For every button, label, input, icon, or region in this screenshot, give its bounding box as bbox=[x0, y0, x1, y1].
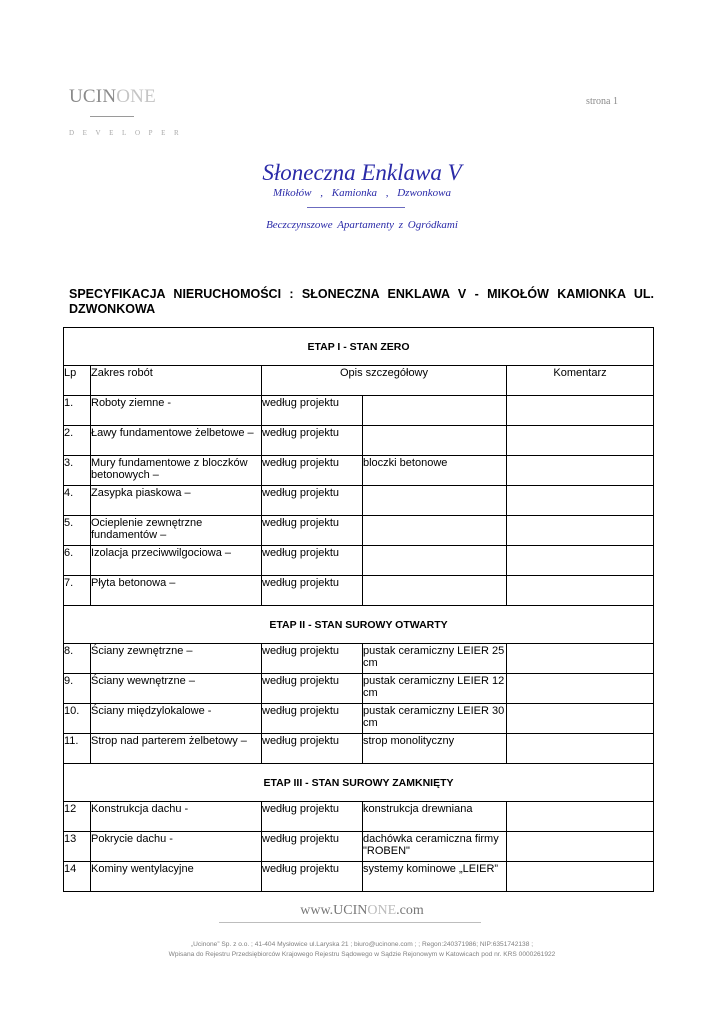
table-row bbox=[64, 576, 654, 606]
cell-comment bbox=[507, 396, 654, 426]
project-location: Mikołów , Kamionka , Dzwonkowa bbox=[273, 187, 451, 199]
footer-legal-line: „Ucinone” Sp. z o.o. ; 41-404 Mysłowice ul.Laryska 21 ; biuro@ucinone.com ; ; Regon:240371986; NIP:6351742138 ; bbox=[190, 941, 534, 948]
footer-url-prefix: www.UCIN bbox=[300, 903, 368, 918]
table-row bbox=[64, 516, 654, 546]
stage-title: ETAP I - STAN ZERO bbox=[64, 328, 654, 366]
page-number: strona 1 bbox=[586, 96, 618, 107]
table-row bbox=[64, 546, 654, 576]
cell-comment bbox=[507, 802, 654, 832]
cell-scope: Strop nad parterem żelbetowy – bbox=[91, 734, 262, 764]
cell-lp: 14 bbox=[64, 862, 91, 892]
cell-lp: 2. bbox=[64, 426, 91, 456]
table-row bbox=[64, 704, 654, 734]
cell-material bbox=[363, 516, 507, 546]
cell-lp: 9. bbox=[64, 674, 91, 704]
cell-material bbox=[363, 426, 507, 456]
cell-scope: Mury fundamentowe z bloczków betonowych – bbox=[91, 456, 262, 486]
cell-lp: 3. bbox=[64, 456, 91, 486]
cell-material: strop monolityczny bbox=[363, 734, 507, 764]
cell-spec: według projektu bbox=[262, 644, 363, 674]
table-row bbox=[64, 674, 654, 704]
column-header-details: Opis szczegółowy bbox=[262, 366, 507, 396]
cell-scope: Ściany zewnętrzne – bbox=[91, 644, 262, 674]
cell-scope: Kominy wentylacyjne bbox=[91, 862, 262, 892]
cell-material: systemy kominowe „LEIER” bbox=[363, 862, 507, 892]
cell-lp: 1. bbox=[64, 396, 91, 426]
cell-comment bbox=[507, 426, 654, 456]
cell-comment bbox=[507, 644, 654, 674]
footer-website bbox=[0, 903, 724, 919]
table-row bbox=[64, 396, 654, 426]
cell-scope: Konstrukcja dachu - bbox=[91, 802, 262, 832]
specification-table bbox=[63, 327, 654, 892]
cell-comment bbox=[507, 862, 654, 892]
cell-scope: Ocieplenie zewnętrzne fundamentów – bbox=[91, 516, 262, 546]
cell-spec: według projektu bbox=[262, 862, 363, 892]
cell-spec: według projektu bbox=[262, 426, 363, 456]
cell-material: dachówka ceramiczna firmy "ROBEN" bbox=[363, 832, 507, 862]
table-row bbox=[64, 832, 654, 862]
table-row bbox=[64, 456, 654, 486]
cell-comment bbox=[507, 576, 654, 606]
stage-title: ETAP III - STAN SUROWY ZAMKNIĘTY bbox=[64, 764, 654, 802]
cell-comment bbox=[507, 734, 654, 764]
cell-scope: Roboty ziemne - bbox=[91, 396, 262, 426]
table-row bbox=[64, 734, 654, 764]
cell-lp: 13 bbox=[64, 832, 91, 862]
cell-material: pustak ceramiczny LEIER 30 cm bbox=[363, 704, 507, 734]
column-header-row bbox=[64, 366, 654, 396]
table-row bbox=[64, 486, 654, 516]
cell-lp: 11. bbox=[64, 734, 91, 764]
document-heading: SPECYFIKACJA NIERUCHOMOŚCI : SŁONECZNA ENKLAWA V - MIKOŁÓW KAMIONKA UL. DZWONKOWA bbox=[69, 287, 654, 316]
table-row bbox=[64, 862, 654, 892]
footer-url-suffix: .com bbox=[396, 903, 424, 918]
cell-lp: 6. bbox=[64, 546, 91, 576]
cell-spec: według projektu bbox=[262, 486, 363, 516]
cell-spec: według projektu bbox=[262, 802, 363, 832]
logo-divider bbox=[90, 116, 134, 117]
cell-spec: według projektu bbox=[262, 734, 363, 764]
logo-subtitle: DEVELOPER bbox=[69, 129, 188, 137]
cell-material: konstrukcja drewniana bbox=[363, 802, 507, 832]
logo-accent-text: ONE bbox=[116, 86, 156, 107]
column-header-scope: Zakres robót bbox=[91, 366, 262, 396]
cell-material bbox=[363, 546, 507, 576]
stage-row-2 bbox=[64, 606, 654, 644]
project-divider bbox=[307, 207, 405, 208]
cell-spec: według projektu bbox=[262, 396, 363, 426]
column-header-comment: Komentarz bbox=[507, 366, 654, 396]
project-subtitle: Beczczynszowe Apartamenty z Ogródkami bbox=[266, 219, 458, 231]
cell-scope: Zasypka piaskowa – bbox=[91, 486, 262, 516]
cell-comment bbox=[507, 674, 654, 704]
column-header-lp: Lp bbox=[64, 366, 91, 396]
cell-scope: Ściany międzylokalowe - bbox=[91, 704, 262, 734]
cell-spec: według projektu bbox=[262, 704, 363, 734]
cell-lp: 12 bbox=[64, 802, 91, 832]
cell-comment bbox=[507, 486, 654, 516]
footer-legal bbox=[0, 940, 724, 960]
cell-material: bloczki betonowe bbox=[363, 456, 507, 486]
cell-spec: według projektu bbox=[262, 832, 363, 862]
table-row bbox=[64, 426, 654, 456]
cell-comment bbox=[507, 456, 654, 486]
stage-title: ETAP II - STAN SUROWY OTWARTY bbox=[64, 606, 654, 644]
table-row bbox=[64, 644, 654, 674]
cell-spec: według projektu bbox=[262, 546, 363, 576]
cell-material bbox=[363, 396, 507, 426]
cell-material: pustak ceramiczny LEIER 12 cm bbox=[363, 674, 507, 704]
logo-main-text: UCIN bbox=[69, 86, 117, 107]
cell-material bbox=[363, 486, 507, 516]
cell-spec: według projektu bbox=[262, 456, 363, 486]
stage-row-1 bbox=[64, 328, 654, 366]
cell-comment bbox=[507, 546, 654, 576]
cell-material bbox=[363, 576, 507, 606]
cell-lp: 10. bbox=[64, 704, 91, 734]
footer-url-accent: ONE bbox=[367, 903, 397, 918]
cell-material: pustak ceramiczny LEIER 25 cm bbox=[363, 644, 507, 674]
company-logo bbox=[69, 86, 156, 108]
cell-comment bbox=[507, 704, 654, 734]
cell-lp: 5. bbox=[64, 516, 91, 546]
cell-scope: Płyta betonowa – bbox=[91, 576, 262, 606]
cell-scope: Ściany wewnętrzne – bbox=[91, 674, 262, 704]
cell-spec: według projektu bbox=[262, 576, 363, 606]
cell-spec: według projektu bbox=[262, 674, 363, 704]
cell-lp: 8. bbox=[64, 644, 91, 674]
cell-scope: Izolacja przeciwwilgociowa – bbox=[91, 546, 262, 576]
cell-comment bbox=[507, 832, 654, 862]
cell-lp: 4. bbox=[64, 486, 91, 516]
project-title: Słoneczna Enklawa V bbox=[262, 160, 462, 185]
stage-row-3 bbox=[64, 764, 654, 802]
cell-scope: Pokrycie dachu - bbox=[91, 832, 262, 862]
cell-lp: 7. bbox=[64, 576, 91, 606]
footer-legal-line: Wpisana do Rejestru Przedsiębiorców Krajowego Rejestru Sądowego w Sądzie Rejonowym w Katowicach pod nr. KRS 0000261922 bbox=[168, 951, 556, 958]
cell-scope: Ławy fundamentowe żelbetowe – bbox=[91, 426, 262, 456]
cell-spec: według projektu bbox=[262, 516, 363, 546]
table-row bbox=[64, 802, 654, 832]
cell-comment bbox=[507, 516, 654, 546]
footer-divider bbox=[219, 922, 481, 923]
